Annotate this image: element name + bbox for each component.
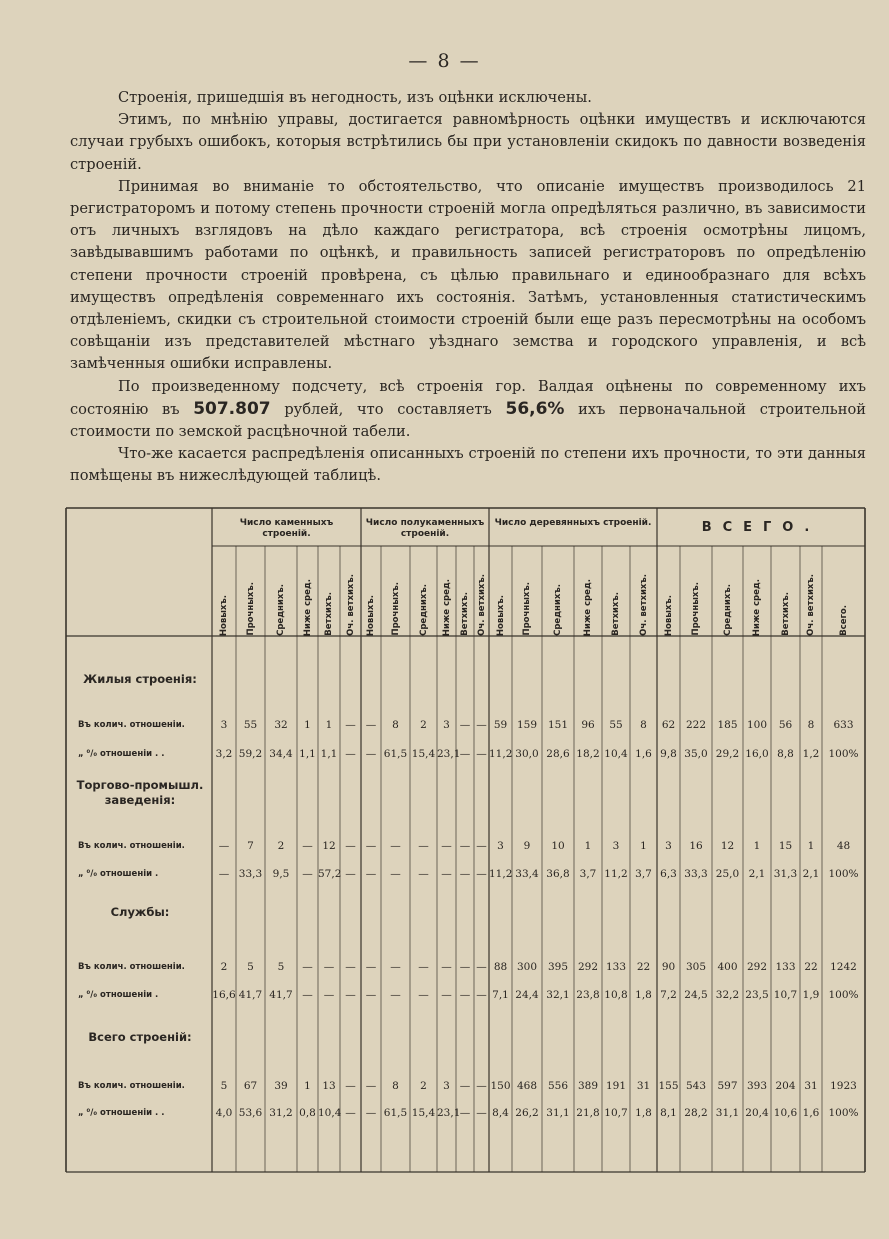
column-header: [800, 550, 822, 636]
table-cell: 2: [420, 719, 427, 731]
table-cell: 292: [746, 961, 768, 973]
table-cell: 31: [804, 1080, 818, 1092]
table-cell: 16: [689, 840, 703, 852]
table-cell: —: [345, 868, 356, 880]
table-cell: 222: [685, 719, 707, 731]
table-cell: —: [302, 840, 313, 852]
paragraph-text: рублей, что составляетъ: [270, 400, 506, 418]
table-cell: —: [390, 989, 401, 1001]
table-cell: 23,1: [437, 748, 461, 760]
table-cell: 133: [605, 961, 627, 973]
column-header: [712, 550, 743, 636]
table-cell: 24,4: [515, 989, 539, 1001]
table-cell: —: [323, 961, 335, 973]
column-header-label: Среднихъ.: [276, 584, 286, 636]
table-cell: —: [476, 989, 487, 1001]
table-cell: 31,1: [546, 1107, 570, 1119]
column-header: [489, 550, 512, 636]
table-cell: —: [218, 868, 230, 880]
table-cell: —: [345, 989, 356, 1001]
table-cell: —: [323, 989, 335, 1001]
row-label: „ ⁰/₀ отношеніи .: [78, 869, 159, 879]
table-cell: 26,2: [515, 1107, 539, 1119]
table-cell: 100%: [828, 748, 859, 760]
table-cell: 10,6: [773, 1107, 798, 1119]
table-cell: 33,3: [684, 868, 708, 880]
section-title: Жилыя строенія:: [83, 672, 197, 686]
table-cell: —: [441, 961, 452, 973]
column-header-label: Ниже сред.: [752, 578, 762, 636]
table-cell: 3,2: [215, 748, 233, 760]
table-cell: 41,7: [238, 989, 263, 1001]
table-cell: —: [365, 719, 377, 731]
column-header: [212, 550, 236, 636]
table-cell: 3: [443, 719, 450, 731]
table-cell: 61,5: [383, 1107, 408, 1119]
column-header: [361, 550, 381, 636]
table-cell: —: [302, 868, 313, 880]
column-header: [456, 550, 474, 636]
column-header: [630, 550, 657, 636]
table-cell: 2: [220, 961, 228, 973]
table-cell: 5: [220, 1080, 228, 1092]
table-cell: 8: [640, 719, 647, 731]
table-cell: 56: [778, 719, 793, 731]
table-cell: 31: [636, 1080, 651, 1092]
table-cell: 34,4: [269, 748, 293, 760]
table-cell: 1242: [830, 961, 857, 973]
row-label: Въ колич. отношеніи.: [78, 962, 185, 972]
table-cell: 55: [609, 719, 623, 731]
table-cell: 36,8: [546, 868, 570, 880]
table-cell: 191: [605, 1080, 627, 1092]
table-cell: 11,2: [489, 868, 513, 880]
column-header-label: Среднихъ.: [722, 584, 733, 636]
table-cell: 13: [322, 1080, 336, 1092]
table-cell: —: [302, 961, 313, 973]
column-header: [657, 550, 680, 636]
table-cell: 22: [804, 961, 818, 973]
column-header: [822, 550, 865, 636]
table-cell: —: [476, 748, 487, 760]
table-cell: 8,4: [492, 1107, 509, 1119]
paragraph: Строенія, пришедшія въ негодность, изъ оцѣнки исключены.: [118, 89, 592, 106]
paragraph: Этимъ, по мнѣнію управы, достигается равномѣрность оцѣнки имуществъ и исключаются случаи грубыхъ ошибокъ, которыя встрѣтились бы при установленіи скидокъ по давности возведенія строеній.: [70, 111, 866, 173]
table-cell: 8: [392, 1080, 399, 1092]
table-cell: —: [418, 868, 429, 880]
section-title: Всего строеній:: [88, 1030, 192, 1044]
table-cell: 1,9: [802, 989, 820, 1001]
table-cell: 1,1: [320, 748, 338, 760]
table-cell: 21,8: [576, 1107, 600, 1119]
column-header-label: Ветхихъ.: [611, 592, 621, 636]
table-cell: 100%: [828, 1107, 859, 1119]
table-cell: —: [218, 840, 230, 852]
column-header-label: Прочныхъ.: [691, 582, 701, 636]
column-header: [236, 550, 265, 636]
column-header-label: Прочныхъ.: [390, 582, 401, 636]
column-header-label: Новыхъ.: [663, 594, 674, 636]
group-header: ВСЕГО.: [701, 520, 821, 535]
table-cell: 556: [547, 1080, 569, 1092]
table-cell: 48: [836, 840, 851, 852]
table-cell: 35,0: [684, 748, 708, 760]
table-cell: 59: [493, 719, 508, 731]
table-cell: —: [390, 961, 401, 973]
table-cell: 88: [493, 961, 508, 973]
table-cell: 41,7: [269, 989, 293, 1001]
table-cell: 15,4: [411, 1107, 436, 1119]
row-label: Въ колич. отношеніи.: [78, 841, 185, 851]
column-header-label: Оч. ветхихъ.: [806, 574, 816, 636]
table-cell: —: [365, 961, 377, 973]
column-header: [680, 550, 712, 636]
table-cell: 28,6: [546, 748, 570, 760]
table-cell: —: [365, 868, 377, 880]
column-header: [340, 550, 361, 636]
table-cell: 16,0: [745, 748, 769, 760]
paragraph-text: ихъ первоначальной строительной стоимости по земской расцѣночной табели.: [70, 400, 866, 441]
table-cell: 20,4: [745, 1107, 769, 1119]
table-cell: —: [476, 1107, 487, 1119]
column-header-label: Оч. ветхихъ.: [345, 574, 356, 636]
table-cell: 292: [577, 961, 599, 973]
paragraph: Что-же касается распредѣленія описанныхъ строеній по степени ихъ прочности, то эти данныя помѣщены въ нижеслѣдующей таблицѣ.: [70, 445, 866, 485]
table-cell: 24,5: [684, 989, 708, 1001]
column-header-label: Ветхихъ.: [324, 592, 334, 636]
table-cell: 90: [661, 961, 676, 973]
table-cell: 12: [322, 840, 336, 852]
table-cell: —: [345, 719, 356, 731]
table-cell: 10,7: [773, 989, 798, 1001]
group-header: Число полукаменныхъ строеній.: [365, 518, 485, 539]
table-cell: 7,2: [660, 989, 677, 1001]
table-cell: —: [459, 868, 471, 880]
column-header: [474, 550, 489, 636]
table-cell: 53,6: [238, 1107, 263, 1119]
table-cell: 1,2: [802, 748, 820, 760]
table-cell: 11,2: [489, 748, 513, 760]
table-cell: 597: [717, 1080, 738, 1092]
table-cell: 468: [516, 1080, 538, 1092]
table-cell: 2,1: [748, 868, 766, 880]
table-cell: 1: [304, 1080, 311, 1092]
table-cell: 32: [274, 719, 288, 731]
table-cell: 150: [490, 1080, 511, 1092]
table-cell: —: [365, 1107, 377, 1119]
table-cell: 1,6: [802, 1107, 820, 1119]
table-cell: 9: [523, 840, 531, 852]
column-header: [297, 550, 318, 636]
column-header: [512, 550, 542, 636]
table-cell: 305: [685, 961, 707, 973]
table-cell: —: [345, 1080, 356, 1092]
table-cell: —: [365, 748, 377, 760]
column-header: [437, 550, 456, 636]
table-cell: 29,2: [715, 748, 740, 760]
column-header-label: Прочныхъ.: [522, 582, 532, 636]
column-header: [381, 550, 410, 636]
table-cell: 543: [685, 1080, 707, 1092]
table-cell: 3: [443, 1080, 450, 1092]
table-cell: —: [476, 719, 487, 731]
table-cell: 159: [516, 719, 538, 731]
table-cell: —: [476, 1080, 487, 1092]
column-header: [318, 550, 340, 636]
table-cell: 9,8: [660, 748, 677, 760]
table-cell: 22: [636, 961, 651, 973]
table-cell: 8,1: [660, 1107, 677, 1119]
table-cell: 3: [665, 840, 672, 852]
column-header-label: Оч. ветхихъ.: [638, 574, 649, 636]
table-cell: 100: [746, 719, 768, 731]
table-cell: 11,2: [604, 868, 628, 880]
table-cell: 185: [717, 719, 738, 731]
table-cell: 55: [243, 719, 258, 731]
column-header-label: Новыхъ.: [219, 594, 229, 636]
column-header-label: Ветхихъ.: [460, 592, 470, 636]
column-header-label: Новыхъ.: [366, 594, 376, 636]
total-percent: 56,6%: [505, 398, 565, 419]
table-cell: 57,2: [318, 868, 342, 880]
section-title: Службы:: [110, 905, 170, 919]
paragraph-text: По произведенному подсчету, всѣ строенія гор. Валдая оцѣнены по современному ихъ состоянію въ: [70, 377, 866, 418]
table-cell: 1,8: [635, 1107, 652, 1119]
table-cell: —: [345, 748, 356, 760]
table-cell: 25,0: [715, 868, 740, 880]
column-header: [771, 550, 800, 636]
table-cell: 16,6: [212, 989, 236, 1001]
table-cell: 1: [807, 840, 815, 852]
table-cell: 33,3: [238, 868, 263, 880]
table-cell: 18,2: [576, 748, 600, 760]
table-cell: 1,6: [635, 748, 652, 760]
table-cell: 10,4: [604, 748, 628, 760]
column-header: [743, 550, 771, 636]
row-label: „ ⁰/₀ отношеніи .: [78, 990, 159, 1000]
table-cell: 1923: [830, 1080, 857, 1092]
table-cell: 3,7: [635, 868, 652, 880]
page-number: — 8 —: [408, 50, 481, 72]
table-cell: —: [459, 719, 471, 731]
table-cell: —: [459, 961, 471, 973]
table-cell: 32,2: [715, 989, 740, 1001]
table-cell: 393: [746, 1080, 768, 1092]
table-cell: 3: [220, 719, 228, 731]
table-cell: 8,8: [777, 748, 794, 760]
table-cell: —: [345, 961, 356, 973]
table-cell: 39: [274, 1080, 288, 1092]
table-cell: —: [459, 1107, 471, 1119]
table-cell: —: [441, 840, 452, 852]
table-cell: 10,7: [604, 1107, 628, 1119]
table-cell: —: [441, 868, 452, 880]
table-cell: 59,2: [238, 748, 263, 760]
table-cell: 633: [833, 719, 854, 731]
table-cell: 204: [775, 1080, 796, 1092]
table-cell: 30,0: [515, 748, 539, 760]
column-header-label: Прочныхъ.: [245, 582, 256, 636]
column-header: [410, 550, 437, 636]
table-cell: 389: [577, 1080, 599, 1092]
table-cell: 23,8: [576, 989, 600, 1001]
table-cell: —: [365, 840, 377, 852]
table-cell: 3,7: [579, 868, 597, 880]
column-header-label: Ниже сред.: [583, 578, 593, 636]
table-cell: —: [418, 840, 429, 852]
table-cell: —: [302, 989, 313, 1001]
column-header-label: Ветхихъ.: [780, 592, 791, 636]
table-cell: 31,2: [269, 1107, 293, 1119]
table-cell: 10,4: [318, 1107, 342, 1119]
table-cell: 8: [807, 719, 815, 731]
table-cell: 31,1: [715, 1107, 740, 1119]
table-cell: 12: [720, 840, 735, 852]
table-cell: 2,1: [802, 868, 820, 880]
table-cell: 100%: [828, 868, 859, 880]
paragraph: Принимая во вниманіе то обстоятельство, что описаніе имуществъ производилось 21 регистраторомъ и потому степень прочности строеній могла опредѣляться различно, въ зависимости отъ личныхъ взглядовъ на дѣло каждаго регистратора, всѣ строенія осмотрѣны лицомъ, завѣдывавшимъ работами по оцѣнкѣ, и правильность записей регистраторовъ по опредѣленію степени прочности строеній провѣрена, съ цѣлью правильнаго и единообразнаго для всѣхъ имуществъ опредѣленія современнаго ихъ состоянія. Затѣмъ, установленныя статистическимъ отдѣленіемъ, скидки съ строительной стоимости строеній были еще разъ пересмотрѣны на особомъ совѣщаніи изъ представителей мѣстнаго уѣзднаго земства и городского управленія, и всѣ замѣченныя ошибки исправлены.: [70, 177, 866, 373]
table-cell: 2: [277, 840, 285, 852]
row-label: „ ⁰/₀ отношеніи . .: [78, 749, 165, 759]
table-cell: 67: [243, 1080, 258, 1092]
table-cell: —: [476, 840, 487, 852]
section-title: Торгово-промышл. заведенія:: [76, 778, 204, 807]
table-cell: 5: [277, 961, 285, 973]
table-cell: 8: [392, 719, 399, 731]
table-cell: —: [390, 840, 401, 852]
table-cell: —: [476, 868, 487, 880]
table-cell: 10,8: [604, 989, 628, 1001]
table-cell: 28,2: [684, 1107, 708, 1119]
table-cell: 10: [551, 840, 565, 852]
table-cell: —: [459, 1080, 471, 1092]
column-header-label: Ниже сред.: [302, 578, 313, 636]
table-cell: 100%: [828, 989, 859, 1001]
table-cell: 33,4: [515, 868, 539, 880]
table-cell: 15,4: [411, 748, 436, 760]
table-cell: —: [418, 989, 429, 1001]
table-cell: —: [459, 748, 471, 760]
column-header: [542, 550, 574, 636]
row-label: „ ⁰/₀ отношеніи . .: [78, 1108, 165, 1118]
table-cell: 62: [661, 719, 676, 731]
row-label: Въ колич. отношеніи.: [78, 1081, 185, 1091]
table-cell: 7: [247, 840, 254, 852]
table-cell: 1,8: [635, 989, 652, 1001]
column-header-label: Среднихъ.: [553, 584, 563, 636]
table-cell: 1: [753, 840, 761, 852]
table-cell: 400: [717, 961, 738, 973]
column-header: [265, 550, 297, 636]
column-header-label: Ниже сред.: [441, 578, 452, 636]
table-cell: 9,5: [272, 868, 290, 880]
table-cell: —: [476, 961, 487, 973]
column-header-label: Оч. ветхихъ.: [476, 574, 487, 636]
table-cell: —: [459, 989, 471, 1001]
table-cell: 23,5: [745, 989, 769, 1001]
table-cell: —: [365, 1080, 377, 1092]
total-sum: 507.807: [193, 398, 271, 419]
row-label: Въ колич. отношеніи.: [78, 720, 185, 730]
table-cell: 23,1: [437, 1107, 461, 1119]
group-header: Число деревянныхъ строеній.: [494, 518, 652, 528]
table-cell: —: [441, 989, 452, 1001]
table-cell: —: [345, 1107, 356, 1119]
column-header-label: Среднихъ.: [418, 584, 429, 636]
column-header: [574, 550, 602, 636]
table-cell: —: [345, 840, 356, 852]
table-cell: 1: [640, 840, 647, 852]
table-cell: 5: [247, 961, 254, 973]
table-cell: 6,3: [660, 868, 677, 880]
table-cell: 96: [581, 719, 595, 731]
table-cell: 15: [778, 840, 793, 852]
table-cell: 1: [584, 840, 592, 852]
group-header: Число каменныхъ строеній.: [239, 518, 334, 539]
table-cell: 155: [658, 1080, 679, 1092]
column-header-label: Всего.: [838, 605, 849, 636]
table-cell: 133: [775, 961, 796, 973]
table-cell: —: [459, 840, 471, 852]
table-cell: 3: [612, 840, 620, 852]
table-cell: —: [418, 961, 429, 973]
table-cell: 151: [547, 719, 569, 731]
table-cell: —: [365, 989, 377, 1001]
table-cell: 395: [547, 961, 569, 973]
table-cell: 1,1: [299, 748, 316, 760]
table-cell: 61,5: [383, 748, 408, 760]
table-cell: 32,1: [546, 989, 570, 1001]
table-cell: 7,1: [492, 989, 509, 1001]
table-cell: 2: [420, 1080, 427, 1092]
table-cell: 1: [304, 719, 311, 731]
table-cell: 1: [325, 719, 333, 731]
table-cell: —: [390, 868, 401, 880]
table-cell: 3: [497, 840, 504, 852]
table-cell: 300: [516, 961, 538, 973]
table-cell: 4,0: [215, 1107, 233, 1119]
column-header-label: Новыхъ.: [495, 594, 506, 636]
column-header: [602, 550, 630, 636]
table-cell: 31,3: [773, 868, 798, 880]
table-cell: 0,8: [299, 1107, 316, 1119]
